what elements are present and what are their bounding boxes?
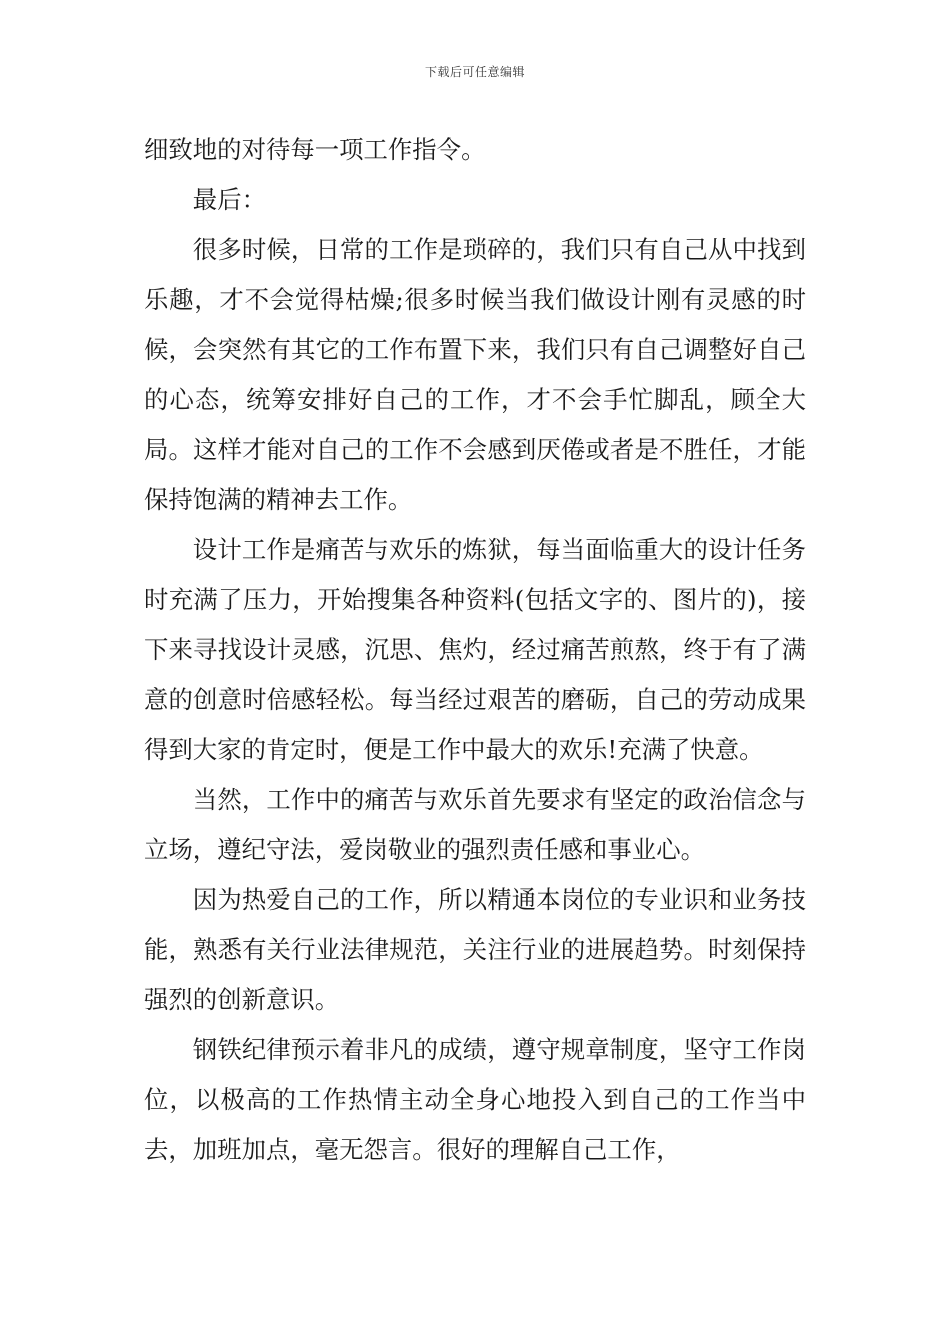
paragraph: 当然，工作中的痛苦与欢乐首先要求有坚定的政治信念与立场，遵纪守法，爱岗敬业的强烈责任感和事业心。: [144, 785, 806, 864]
document-body: [144, 125, 806, 1175]
paragraph: 很多时候，日常的工作是琐碎的，我们只有自己从中找到乐趣，才不会觉得枯燥;很多时候当我们做设计刚有灵感的时候，会突然有其它的工作布置下来，我们只有自己调整好自己的心态，统筹安排好自己的工作，才不会手忙脚乱，顾全大局。这样才能对自己的工作不会感到厌倦或者是不胜任，才能保持饱满的精神去工作。: [144, 235, 806, 514]
paragraph-continuation: 细致地的对待每一项工作指令。: [144, 135, 486, 164]
page-header-note: 下载后可任意编辑: [424, 65, 525, 79]
paragraph: 设计工作是痛苦与欢乐的炼狱，每当面临重大的设计任务时充满了压力，开始搜集各种资料(包括文字的、图片的)，接下来寻找设计灵感，沉思、焦灼，经过痛苦煎熬，终于有了满意的创意时倍感轻松。每当经过艰苦的磨砺，自己的劳动成果得到大家的肯定时，便是工作中最大的欢乐!充满了快意。: [144, 535, 806, 764]
paragraph: 钢铁纪律预示着非凡的成绩，遵守规章制度，坚守工作岗位，以极高的工作热情主动全身心地投入到自己的工作当中去，加班加点，毫无怨言。很好的理解自己工作，: [144, 1035, 806, 1164]
paragraph: 因为热爱自己的工作，所以精通本岗位的专业识和业务技能，熟悉有关行业法律规范，关注行业的进展趋势。时刻保持强烈的创新意识。: [144, 885, 806, 1014]
paragraph-heading-last: 最后：: [192, 185, 266, 214]
